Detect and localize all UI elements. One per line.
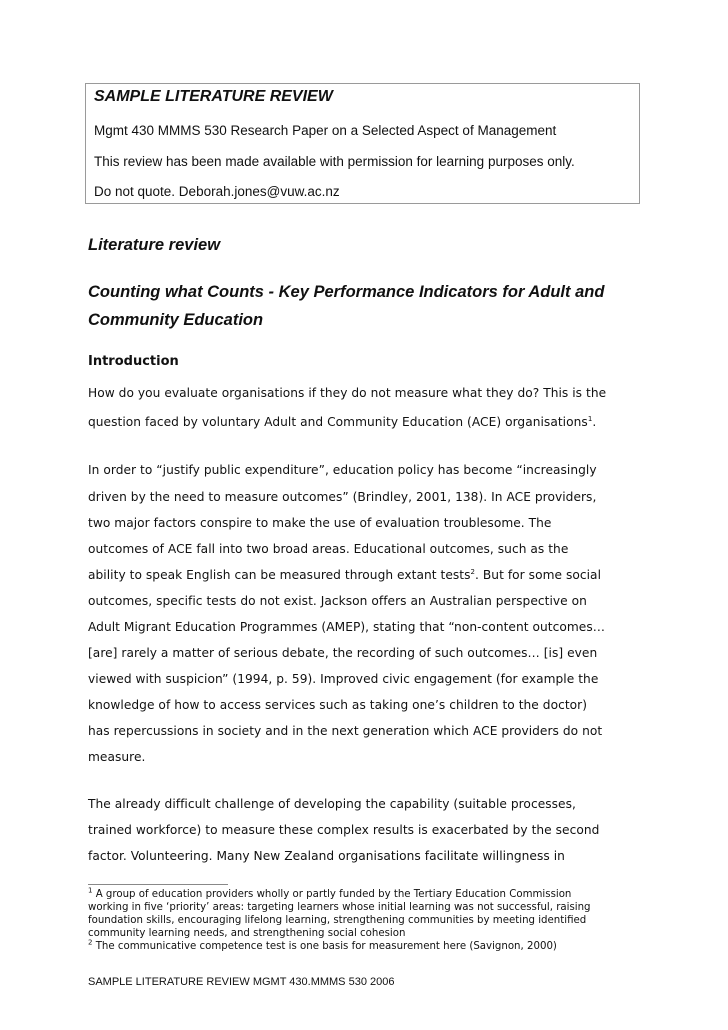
text-line: trained workforce) to measure these complex results is exacerbated by the second [88,823,600,837]
text-line: Adult Migrant Education Programmes (AMEP), stating that “non-content outcomes… [88,620,605,634]
footnote-ref[interactable]: 2 [470,567,476,576]
footnote-text: working in five ‘priority’ areas: targeting learners whose initial learning was not successful, raising [88,902,591,913]
notice-box [85,83,640,204]
doc-heading: Literature review [88,236,221,254]
text-line: The already difficult challenge of developing the capability (suitable processes, [88,797,576,811]
text-line: driven by the need to measure outcomes” (Brindley, 2001, 138). In ACE providers, [88,490,597,504]
text-line: How do you evaluate organisations if they do not measure what they do? This is the [88,386,607,400]
section-heading: Introduction [88,354,179,369]
text-line: outcomes of ACE fall into two broad areas. Educational outcomes, such as the [88,542,569,556]
title-line-2: Community Education [88,311,264,329]
text-line: In order to “justify public expenditure”, education policy has become “increasingly [88,463,597,477]
course-line: Mgmt 430 MMMS 530 Research Paper on a Selected Aspect of Management [94,123,557,138]
contact-line: Do not quote. Deborah.jones@vuw.ac.nz [94,184,340,199]
footnote-1: $^1$ A group of education providers wholly or partly funded by the Tertiary Education Commission [88,886,572,900]
permission-line: This review has been made available with permission for learning purposes only. [94,154,575,169]
footnote-text: foundation skills, encouraging lifelong learning, strengthening communities by meeting identified [88,915,587,926]
text-line: two major factors conspire to make the use of evaluation troublesome. The [88,516,552,530]
text-line: knowledge of how to access services such as taking one’s children to the doctor) [88,698,588,712]
notice-title: SAMPLE LITERATURE REVIEW [94,88,333,105]
text-line: viewed with suspicion” (1994, p. 59). Improved civic engagement (for example the [88,672,599,686]
page-footer: SAMPLE LITERATURE REVIEW MGMT 430.MMMS 530 2006 [88,976,395,988]
footnote-ref[interactable]: 1 [587,414,593,423]
footnote-2: $^2$ The communicative competence test is one basis for measurement here (Savignon, 2000) [88,938,557,952]
text-line: measure. [88,750,146,764]
text-line: outcomes, specific tests do not exist. Jackson offers an Australian perspective on [88,594,587,608]
text-line: ability to speak English can be measured through extant tests$^2$. But for some social [88,567,602,582]
text-line: factor. Volunteering. Many New Zealand organisations facilitate willingness in [88,849,565,863]
text-line: [are] rarely a matter of serious debate, the recording of such outcomes… [is] even [88,646,598,660]
text-line: question faced by voluntary Adult and Community Education (ACE) organisations$^1$. [88,414,597,429]
footnote-text: community learning needs, and strengthening social cohesion [88,928,406,939]
footnote-divider [88,884,228,885]
title-line-1: Counting what Counts - Key Performance Indicators for Adult and [88,283,605,301]
text-line: has repercussions in society and in the next generation which ACE providers do not [88,724,603,738]
